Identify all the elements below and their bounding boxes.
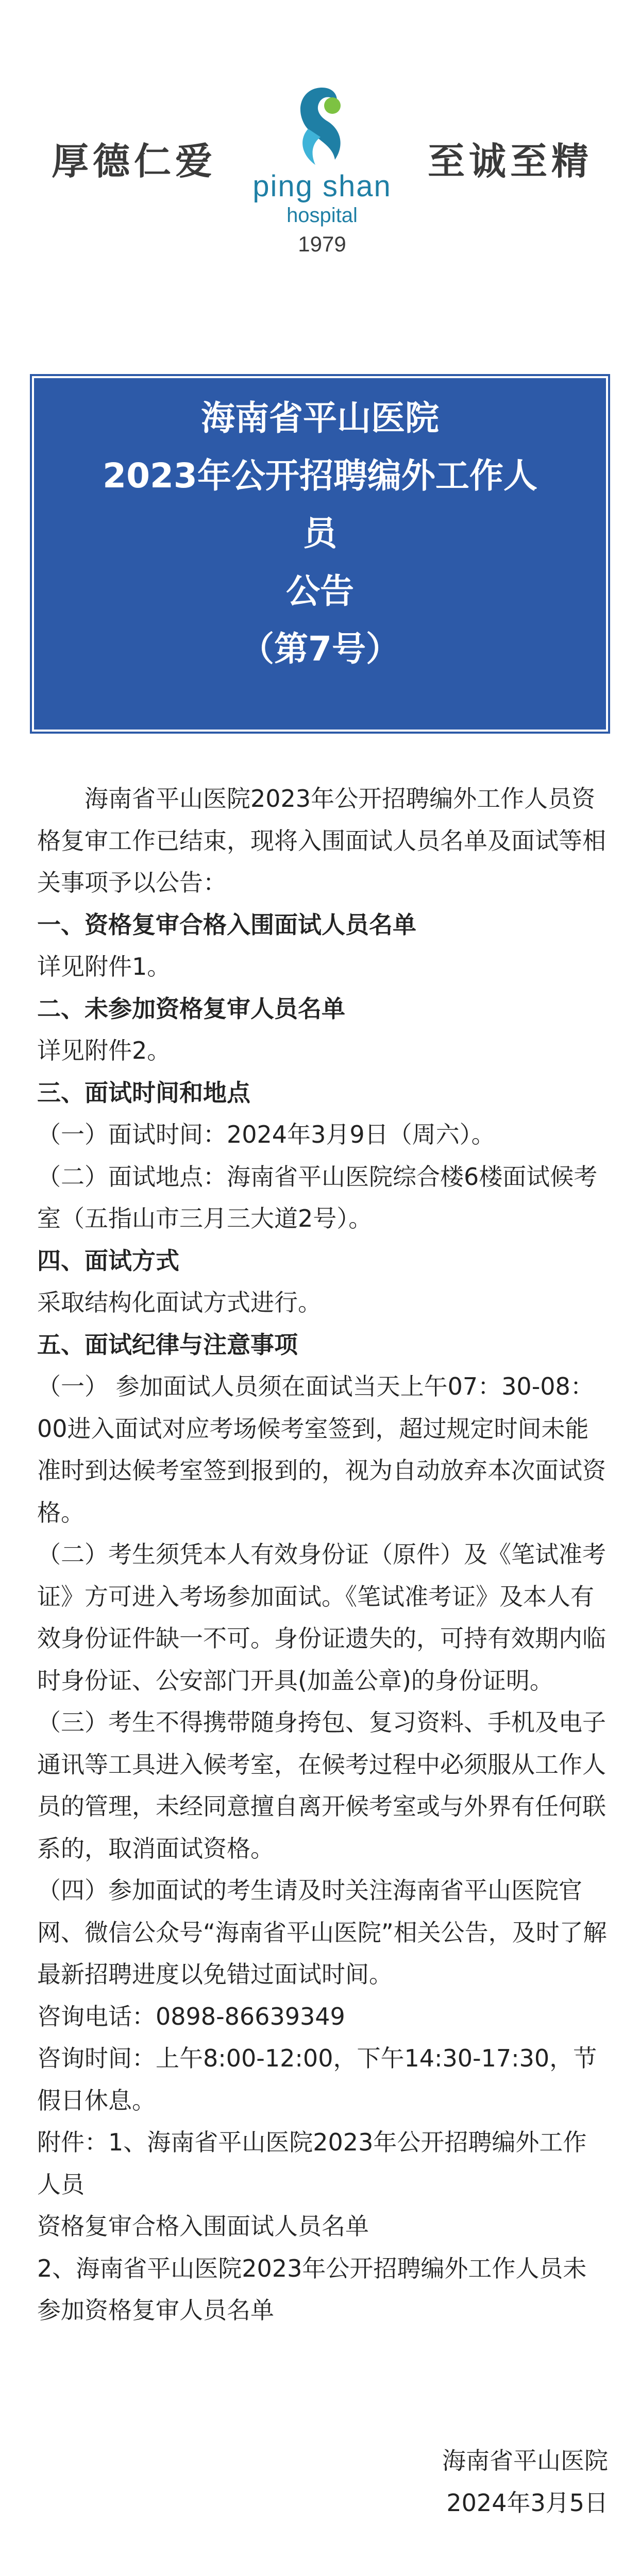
contact-hours: 咨询时间：上午8:00-12:00，下午14:30-17:30，节假日休息。	[37, 2044, 597, 2114]
hospital-logo	[247, 82, 397, 256]
section-heading: 一、资格复审合格入围面试人员名单	[37, 910, 416, 939]
section-heading: 五、面试纪律与注意事项	[37, 1330, 298, 1359]
logo-mark-icon	[283, 82, 361, 173]
paragraph: （三）考生不得携带随身挎包、复习资料、手机及电子通讯等工具进入候考室，在候考过程中必须服从工作人员的管理，未经同意擅自离开候考室或与外界有任何联系的，取消面试资格。	[37, 1708, 606, 1862]
announcement-body	[37, 778, 609, 2332]
signature-date: 2024年3月5日	[446, 2489, 608, 2517]
title-line: 员	[303, 514, 337, 553]
title-line: （第7号）	[240, 629, 400, 669]
paragraph: （二）考生须凭本人有效身份证（原件）及《笔试准考证》方可进入考场参加面试。《笔试准考证》及本人有效身份证件缺一不可。身份证遗失的，可持有效期内临时身份证、公安部门开具(加盖公章)的身份证明。	[37, 1540, 606, 1694]
paragraph: （一） 参加面试人员须在面试当天上午07：30-08：00进入面试对应考场候考室签到，超过规定时间未能准时到达候考室签到报到的，视为自动放弃本次面试资格。	[37, 1372, 606, 1527]
announcement-title-box	[32, 376, 608, 732]
logo-year: 1979	[298, 232, 346, 256]
paragraph: 详见附件1。	[37, 953, 171, 980]
paragraph: 采取结构化面试方式进行。	[37, 1289, 322, 1316]
contact-phone: 咨询电话：0898-86639349	[37, 2002, 345, 2030]
header-banner	[0, 0, 640, 256]
logo-subtext: hospital	[287, 204, 358, 227]
section-heading: 三、面试时间和地点	[37, 1078, 250, 1107]
intro-paragraph: 海南省平山医院2023年公开招聘编外工作人员资格复审工作已结束，现将入围面试人员名单及面试等相关事项予以公告：	[37, 785, 606, 896]
attachment-note: 2、海南省平山医院2023年公开招聘编外工作人员未参加资格复审人员名单	[37, 2254, 587, 2324]
title-line: 2023年公开招聘编外工作人	[103, 456, 537, 496]
slogan-left: 厚德仁爱	[52, 140, 217, 183]
paragraph: 详见附件2。	[37, 1037, 171, 1064]
attachment-note: 资格复审合格入围面试人员名单	[37, 2212, 369, 2240]
section-heading: 二、未参加资格复审人员名单	[37, 994, 345, 1023]
paragraph: （二）面试地点：海南省平山医院综合楼6楼面试候考室（五指山市三月三大道2号）。	[37, 1162, 598, 1232]
paragraph: （一）面试时间：2024年3月9日（周六）。	[37, 1121, 495, 1148]
title-line: 公告	[286, 571, 354, 611]
slogan-right: 至诚至精	[428, 140, 593, 183]
signature-block	[442, 2439, 608, 2524]
title-line: 海南省平山医院	[201, 398, 439, 438]
attachment-note: 附件：1、海南省平山医院2023年公开招聘编外工作人员	[37, 2128, 587, 2198]
section-heading: 四、面试方式	[37, 1246, 179, 1275]
paragraph: （四）参加面试的考生请及时关注海南省平山医院官网、微信公众号“海南省平山医院”相关公告，及时了解最新招聘进度以免错过面试时间。	[37, 1876, 607, 1988]
signature-org: 海南省平山医院	[442, 2447, 608, 2475]
logo-text: ping shan	[252, 170, 392, 203]
